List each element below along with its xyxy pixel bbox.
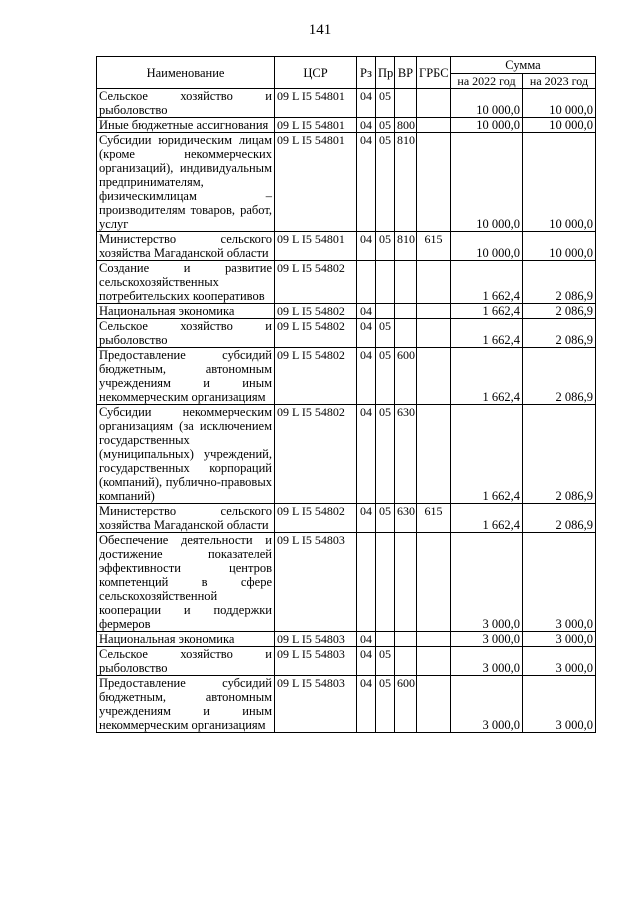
row-pr bbox=[376, 304, 395, 319]
row-vr: 800 bbox=[395, 118, 417, 133]
row-rz: 04 bbox=[357, 89, 376, 118]
row-sum-2023: 2 086,9 bbox=[523, 348, 596, 405]
row-vr bbox=[395, 632, 417, 647]
row-pr bbox=[376, 261, 395, 304]
row-name: Национальная экономика bbox=[97, 304, 275, 319]
table-row bbox=[97, 533, 596, 632]
page-number: 141 bbox=[308, 22, 332, 38]
row-grbs bbox=[417, 348, 451, 405]
row-rz: 04 bbox=[357, 632, 376, 647]
row-grbs bbox=[417, 533, 451, 632]
header-name: Наименование bbox=[97, 57, 275, 89]
table-row bbox=[97, 647, 596, 676]
row-rz: 04 bbox=[357, 348, 376, 405]
row-grbs bbox=[417, 304, 451, 319]
row-csr: 09 L I5 54802 bbox=[275, 405, 357, 504]
row-grbs: 615 bbox=[417, 232, 451, 261]
row-pr: 05 bbox=[376, 647, 395, 676]
row-sum-2022: 1 662,4 bbox=[451, 348, 523, 405]
row-grbs bbox=[417, 632, 451, 647]
row-csr: 09 L I5 54803 bbox=[275, 632, 357, 647]
row-csr: 09 L I5 54802 bbox=[275, 319, 357, 348]
row-csr: 09 L I5 54801 bbox=[275, 118, 357, 133]
row-sum-2022: 10 000,0 bbox=[451, 232, 523, 261]
row-sum-2022: 10 000,0 bbox=[451, 89, 523, 118]
row-csr: 09 L I5 54801 bbox=[275, 232, 357, 261]
header-rz: Рз bbox=[357, 57, 376, 89]
row-sum-2022: 3 000,0 bbox=[451, 647, 523, 676]
row-rz: 04 bbox=[357, 304, 376, 319]
row-grbs bbox=[417, 261, 451, 304]
row-sum-2022: 1 662,4 bbox=[451, 319, 523, 348]
table-row bbox=[97, 676, 596, 733]
row-rz: 04 bbox=[357, 319, 376, 348]
row-rz: 04 bbox=[357, 504, 376, 533]
row-rz bbox=[357, 261, 376, 304]
row-pr bbox=[376, 533, 395, 632]
row-sum-2022: 3 000,0 bbox=[451, 632, 523, 647]
row-pr: 05 bbox=[376, 319, 395, 348]
row-sum-2022: 1 662,4 bbox=[451, 405, 523, 504]
row-rz: 04 bbox=[357, 232, 376, 261]
row-vr bbox=[395, 319, 417, 348]
header-grbs: ГРБС bbox=[417, 57, 451, 89]
row-pr: 05 bbox=[376, 676, 395, 733]
row-sum-2022: 1 662,4 bbox=[451, 261, 523, 304]
table-row bbox=[97, 504, 596, 533]
table-row bbox=[97, 304, 596, 319]
row-pr: 05 bbox=[376, 348, 395, 405]
row-name: Сельское хозяйство и рыболовство bbox=[97, 89, 275, 118]
row-sum-2022: 1 662,4 bbox=[451, 504, 523, 533]
row-sum-2023: 2 086,9 bbox=[523, 504, 596, 533]
table-row bbox=[97, 632, 596, 647]
row-name: Иные бюджетные ассигнования bbox=[97, 118, 275, 133]
row-name: Предоставление субсидий бюджетным, автономным учреждениям и иным некоммерческим организациям bbox=[97, 676, 275, 733]
table-row bbox=[97, 118, 596, 133]
row-rz: 04 bbox=[357, 676, 376, 733]
row-rz: 04 bbox=[357, 118, 376, 133]
table-row bbox=[97, 89, 596, 118]
row-grbs bbox=[417, 118, 451, 133]
budget-table bbox=[96, 56, 596, 733]
row-grbs bbox=[417, 405, 451, 504]
row-vr bbox=[395, 89, 417, 118]
row-rz: 04 bbox=[357, 647, 376, 676]
row-name: Национальная экономика bbox=[97, 632, 275, 647]
row-sum-2023: 10 000,0 bbox=[523, 89, 596, 118]
row-sum-2023: 10 000,0 bbox=[523, 118, 596, 133]
row-sum-2023: 10 000,0 bbox=[523, 133, 596, 232]
row-vr: 630 bbox=[395, 504, 417, 533]
table-row bbox=[97, 261, 596, 304]
row-csr: 09 L I5 54803 bbox=[275, 647, 357, 676]
row-sum-2023: 2 086,9 bbox=[523, 304, 596, 319]
row-grbs bbox=[417, 676, 451, 733]
row-vr: 600 bbox=[395, 676, 417, 733]
header-csr: ЦСР bbox=[275, 57, 357, 89]
row-grbs bbox=[417, 319, 451, 348]
row-grbs bbox=[417, 647, 451, 676]
row-vr: 600 bbox=[395, 348, 417, 405]
row-vr bbox=[395, 304, 417, 319]
row-vr: 810 bbox=[395, 232, 417, 261]
header-vr: ВР bbox=[395, 57, 417, 89]
table-row bbox=[97, 319, 596, 348]
table-row bbox=[97, 133, 596, 232]
row-grbs bbox=[417, 89, 451, 118]
row-vr: 630 bbox=[395, 405, 417, 504]
header-year-2022: на 2022 год bbox=[451, 74, 523, 89]
row-name: Субсидии юридическим лицам (кроме некоммерческих организаций), индивидуальным предпринимателям, физическимлицам – производителям товаров, работ, услуг bbox=[97, 133, 275, 232]
row-csr: 09 L I5 54801 bbox=[275, 89, 357, 118]
row-sum-2023: 10 000,0 bbox=[523, 232, 596, 261]
row-csr: 09 L I5 54802 bbox=[275, 261, 357, 304]
row-name: Министерство сельского хозяйства Магаданской области bbox=[97, 232, 275, 261]
row-vr: 810 bbox=[395, 133, 417, 232]
row-sum-2023: 3 000,0 bbox=[523, 632, 596, 647]
row-rz: 04 bbox=[357, 133, 376, 232]
table-body bbox=[97, 89, 596, 733]
row-pr: 05 bbox=[376, 133, 395, 232]
row-csr: 09 L I5 54802 bbox=[275, 304, 357, 319]
row-name: Создание и развитие сельскохозяйственных потребительских кооперативов bbox=[97, 261, 275, 304]
row-pr: 05 bbox=[376, 405, 395, 504]
row-pr: 05 bbox=[376, 118, 395, 133]
row-sum-2023: 2 086,9 bbox=[523, 261, 596, 304]
row-sum-2023: 2 086,9 bbox=[523, 405, 596, 504]
table-row bbox=[97, 232, 596, 261]
row-sum-2023: 3 000,0 bbox=[523, 676, 596, 733]
row-sum-2022: 10 000,0 bbox=[451, 118, 523, 133]
row-pr: 05 bbox=[376, 504, 395, 533]
header-pr: Пр bbox=[376, 57, 395, 89]
table-row bbox=[97, 348, 596, 405]
row-name: Министерство сельского хозяйства Магаданской области bbox=[97, 504, 275, 533]
row-sum-2022: 10 000,0 bbox=[451, 133, 523, 232]
row-sum-2022: 1 662,4 bbox=[451, 304, 523, 319]
row-csr: 09 L I5 54802 bbox=[275, 504, 357, 533]
row-csr: 09 L I5 54801 bbox=[275, 133, 357, 232]
row-rz bbox=[357, 533, 376, 632]
row-rz: 04 bbox=[357, 405, 376, 504]
row-csr: 09 L I5 54802 bbox=[275, 348, 357, 405]
row-name: Сельское хозяйство и рыболовство bbox=[97, 319, 275, 348]
row-name: Предоставление субсидий бюджетным, автономным учреждениям и иным некоммерческим организациям bbox=[97, 348, 275, 405]
table-row bbox=[97, 405, 596, 504]
row-csr: 09 L I5 54803 bbox=[275, 533, 357, 632]
row-csr: 09 L I5 54803 bbox=[275, 676, 357, 733]
row-pr: 05 bbox=[376, 89, 395, 118]
header-year-2023: на 2023 год bbox=[523, 74, 596, 89]
row-sum-2023: 2 086,9 bbox=[523, 319, 596, 348]
row-sum-2022: 3 000,0 bbox=[451, 676, 523, 733]
row-name: Обеспечение деятельности и достижение показателей эффективности центров компетенций в сфере сельскохозяйственной кооперации и поддержки фермеров bbox=[97, 533, 275, 632]
row-pr: 05 bbox=[376, 232, 395, 261]
row-vr bbox=[395, 647, 417, 676]
row-grbs bbox=[417, 133, 451, 232]
row-name: Сельское хозяйство и рыболовство bbox=[97, 647, 275, 676]
row-sum-2023: 3 000,0 bbox=[523, 533, 596, 632]
row-pr bbox=[376, 632, 395, 647]
row-vr bbox=[395, 533, 417, 632]
row-name: Субсидии некоммерческим организациям (за исключением государственных (муниципальных) учреждений, государственных корпораций (компаний), публично-правовых компаний) bbox=[97, 405, 275, 504]
row-vr bbox=[395, 261, 417, 304]
row-sum-2022: 3 000,0 bbox=[451, 533, 523, 632]
row-grbs: 615 bbox=[417, 504, 451, 533]
row-sum-2023: 3 000,0 bbox=[523, 647, 596, 676]
header-sum: Сумма bbox=[451, 57, 596, 74]
